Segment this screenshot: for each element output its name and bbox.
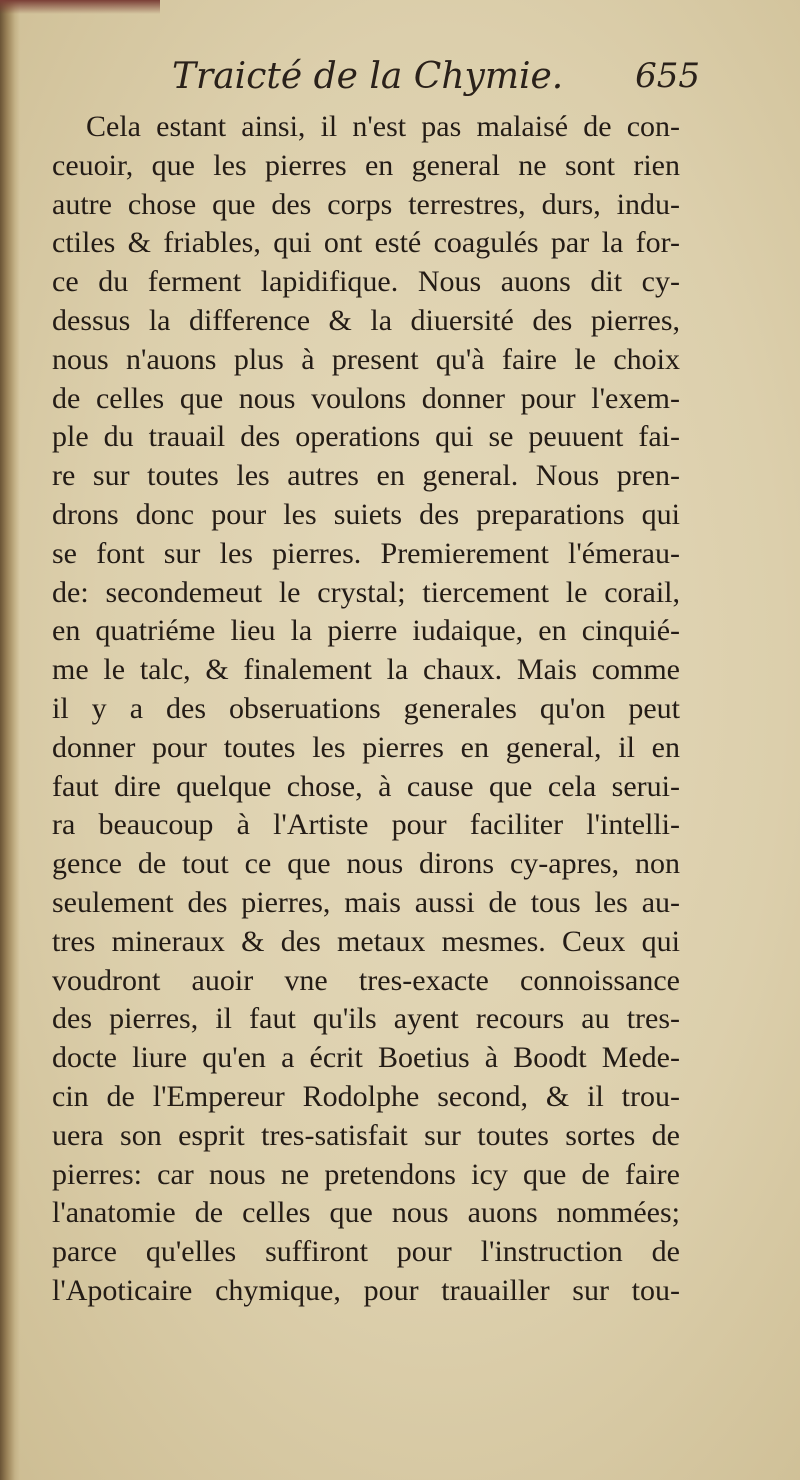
text-line: ce du ferment lapidifique. Nous auons dit cy- <box>52 265 680 299</box>
text-line: autre chose que des corps terrestres, durs, indu- <box>52 187 680 221</box>
body-text <box>52 108 680 1311</box>
text-line: docte liure qu'en a écrit Boetius à Boodt Mede- <box>52 1041 680 1075</box>
text-line: re sur toutes les autres en general. Nous pren- <box>52 459 680 493</box>
binding-edge <box>0 0 20 1480</box>
page-number: 655 <box>635 56 700 96</box>
text-line: dessus la difference & la diuersité des pierres, <box>52 303 680 337</box>
text-line: drons donc pour les suiets des preparations qui <box>52 497 680 531</box>
text-line: cin de l'Empereur Rodolphe second, & il trou- <box>52 1079 680 1113</box>
text-line: ceuoir, que les pierres en general ne sont rien <box>52 148 680 182</box>
page-header <box>60 52 700 106</box>
text-line: me le talc, & finalement la chaux. Mais comme <box>52 653 680 687</box>
text-line: pierres: car nous ne pretendons icy que de faire <box>52 1157 680 1191</box>
text-line: tres mineraux & des metaux mesmes. Ceux qui <box>52 924 680 958</box>
text-line: Cela estant ainsi, il n'est pas malaisé de con- <box>86 110 680 143</box>
text-line: ctiles & friables, qui ont esté coagulés par la for- <box>52 226 680 260</box>
text-line: de: secondemeut le crystal; tiercement le corail, <box>52 575 680 609</box>
page-stain <box>0 0 160 14</box>
text-line: parce qu'elles suffiront pour l'instruction de <box>52 1235 680 1269</box>
text-line: donner pour toutes les pierres en general, il en <box>52 730 680 764</box>
text-line: de celles que nous voulons donner pour l'exem- <box>52 381 680 415</box>
text-line: seulement des pierres, mais aussi de tous les au- <box>52 885 680 919</box>
text-line: faut dire quelque chose, à cause que cela serui- <box>52 769 680 803</box>
text-line: des pierres, il faut qu'ils ayent recours au tres- <box>52 1002 680 1036</box>
text-line: il y a des obseruations generales qu'on peut <box>52 691 680 725</box>
text-line: voudront auoir vne tres-exacte connoissance <box>52 963 680 997</box>
text-line: en quatriéme lieu la pierre iudaique, en cinquié- <box>52 614 680 648</box>
text-line: uera son esprit tres-satisfait sur toutes sortes de <box>52 1118 680 1152</box>
text-line: l'anatomie de celles que nous auons nommées; <box>52 1196 680 1230</box>
running-title: Traicté de la Chymie. <box>172 56 564 97</box>
text-line: se font sur les pierres. Premierement l'émerau- <box>52 536 680 570</box>
text-line: gence de tout ce que nous dirons cy-apres, non <box>52 847 680 881</box>
text-line: ple du trauail des operations qui se peuuent fai- <box>52 420 680 454</box>
text-line: l'Apoticaire chymique, pour trauailler sur tou- <box>52 1273 680 1307</box>
text-line: nous n'auons plus à present qu'à faire le choix <box>52 342 680 376</box>
text-line: ra beaucoup à l'Artiste pour faciliter l'intelli- <box>52 808 680 842</box>
